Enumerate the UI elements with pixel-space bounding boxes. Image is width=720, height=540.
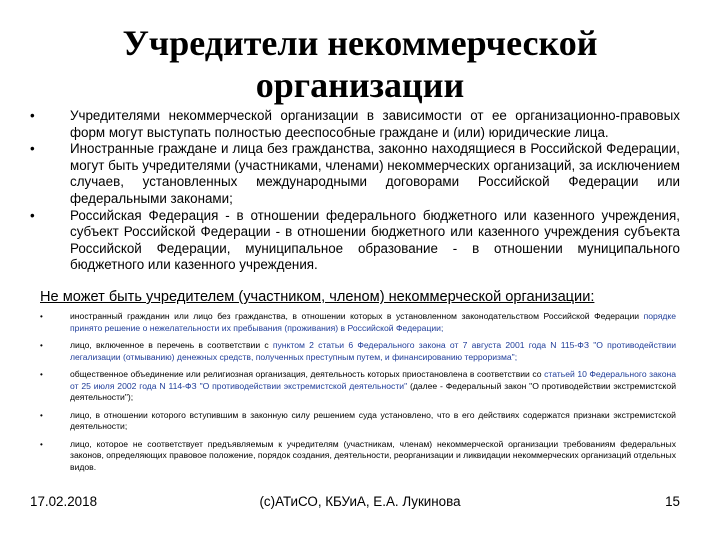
list-item: [30, 208, 680, 274]
list-item: [40, 369, 676, 404]
bullet-icon: •: [30, 141, 35, 157]
law-link[interactable]: пунктом 2 статьи 6 Федерального закона от 7 августа 2001 года N 115-ФЗ "О противодействии легализации (отмыванию) денежных средств, полученных преступным путем, и финансированию терроризма";: [70, 340, 676, 362]
list-item-tail: (далее - Федеральный закон "О противодействии экстремистской деятельности");: [70, 380, 676, 402]
list-item-text: Российская Федерация - в отношении федерального бюджетного или казенного учреждения, субъект Российской Федерации - в отношении бюджетного или казенного учреждения субъекта Российской Федерации, муниципальное образование - в отношении муниципального бюджетного или казенного учреждения.: [70, 207, 680, 273]
list-item-text: лицо, в отношении которого вступившим в законную силу решением суда установлено, что в его действиях содержатся признаки экстремистской деятельности;: [70, 409, 676, 431]
restrictions-list: [40, 311, 676, 479]
list-item: [40, 311, 676, 334]
bullet-icon: •: [40, 410, 43, 420]
list-item-text: Учредителями некоммерческой организации в зависимости от ее организационно-правовых форм могут выступать полностью дееспособные граждане и (или) юридические лица.: [70, 108, 680, 140]
bullet-icon: •: [40, 439, 43, 449]
footer-date: 17.02.2018: [30, 494, 98, 509]
bullet-icon: •: [40, 370, 43, 379]
list-item-text: лицо, которое не соответствует предъявляемым к учредителям (участникам, членам) некоммерческой организации требованиям федеральных законов, определяющих правовое положение, порядок создания, деятельности, реорганизации и ликвидации некоммерческих организаций отдельных видов.: [70, 438, 676, 472]
list-item-text: лицо, включенное в перечень в соответствии с: [70, 340, 273, 350]
footer-author: (с)АТиСО, КБУиА, Е.А. Лукинова: [259, 494, 461, 509]
list-item: [40, 439, 676, 474]
founders-list: [30, 108, 680, 274]
bullet-icon: •: [40, 341, 43, 350]
list-item-text: иностранный гражданин или лицо без гражданства, в отношении которых в установленном законодательством Российской Федерации: [70, 311, 644, 321]
page-number: 15: [665, 494, 680, 509]
list-item: [40, 340, 676, 363]
bullet-icon: •: [30, 108, 35, 123]
list-item: [30, 141, 680, 207]
list-item-text: Иностранные граждане и лица без гражданства, законно находящиеся в Российской Федерации, могут быть учредителями (участниками, членами) некоммерческих организаций, за исключением случаев, установленных международными договорами Российской Федерации или федеральными законами;: [70, 141, 680, 206]
slide-title: Учредители некоммерческой организации: [122, 23, 598, 105]
law-link[interactable]: порядке принято решение о нежелательности их пребывания (проживания) в Российской Федерации;: [70, 311, 676, 333]
list-item: [40, 410, 676, 433]
list-item-text: общественное объединение или религиозная организация, деятельность которых приостановлена в соответствии со: [70, 369, 545, 379]
bullet-icon: •: [30, 207, 35, 223]
law-link[interactable]: статьей 10 Федерального закона от 25 июля 2002 года N 114-ФЗ "О противодействии экстремистской деятельности": [70, 369, 677, 391]
bullet-icon: •: [40, 312, 43, 321]
list-item: [30, 108, 680, 141]
restriction-heading: Не может быть учредителем (участником, членом) некоммерческой организации:: [40, 289, 595, 305]
